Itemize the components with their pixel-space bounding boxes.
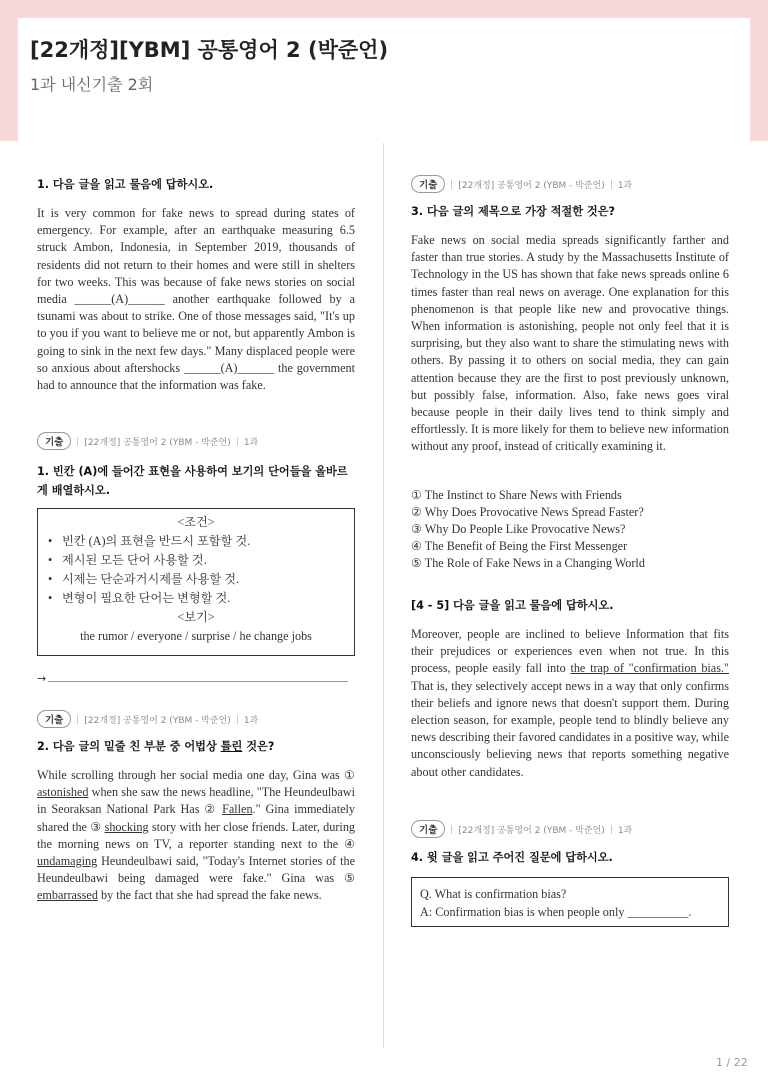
- q4-instruction: 4. 윗 글을 읽고 주어진 질문에 답하시오.: [411, 851, 613, 864]
- q1-condition-box: [37, 508, 355, 656]
- source-tag: 기출: [411, 820, 445, 838]
- option-1[interactable]: ① The Instinct to Share News with Friends: [411, 488, 622, 502]
- option-4[interactable]: ④ The Benefit of Being the First Messenger: [411, 539, 628, 553]
- q2-instruction-end: 것은?: [242, 740, 275, 753]
- tag-separator: [77, 715, 78, 724]
- source-tag: 기출: [411, 175, 445, 193]
- bogi-title: <보기>: [177, 610, 215, 624]
- source-label: [22개정] 공통영어 2 (YBM - 박준언): [458, 180, 605, 191]
- lesson-label: 1과: [243, 715, 259, 726]
- q2-passage: [37, 767, 355, 905]
- q4-answer-box: [411, 877, 729, 927]
- lesson-label: 1과: [617, 180, 633, 191]
- passage-text: Heundeulbawi said, "Today's Internet stories of the Heundeulbawi being damaged were fake." Gina was ⑤: [37, 854, 355, 886]
- q4-tagline: [411, 820, 632, 838]
- condition-item: • 변형이 필요한 단어는 변형할 것.: [52, 589, 354, 608]
- passage-text: when she saw the news headline, "The Heundeulbawi in Seoraksan National Park Has ②: [37, 785, 355, 817]
- q2-instruction: [37, 738, 274, 754]
- document-title: [22개정][YBM] 공통영어 2 (박준언): [30, 38, 389, 62]
- condition-item: • 제시된 모든 단어 사용할 것.: [52, 551, 354, 570]
- q1-sub-tagline: [37, 432, 258, 450]
- tag-separator: [237, 715, 238, 724]
- q2-instruction-underlined: 틀린: [220, 740, 243, 753]
- underlined-phrase: the trap of "confirmation bias.": [570, 661, 729, 676]
- page-number: 1 / 22: [716, 1056, 748, 1069]
- q4-question: Q. What is confirmation bias?: [420, 887, 567, 901]
- tag-separator: [611, 180, 612, 189]
- tag-separator: [77, 437, 78, 446]
- column-divider: [383, 143, 384, 1048]
- q4-answer: A: Confirmation bias is when people only __________.: [420, 905, 692, 919]
- passage-text: That is, they selectively accept news in a way that only confirms their beliefs and ignore news that doesn't support them. During election season, for example, people tend to blindly believe any news describing their favored candidates in a positive way, while unconsciously believing news that reports something negative about other candidates.: [411, 678, 729, 779]
- condition-item: • 빈칸 (A)의 표현을 반드시 포함할 것.: [52, 532, 354, 551]
- source-label: [22개정] 공통영어 2 (YBM - 박준언): [84, 715, 231, 726]
- tag-separator: [611, 825, 612, 834]
- passage-text: ." Gina immediately shared the ③: [37, 802, 355, 834]
- tag-separator: [451, 825, 452, 834]
- conditions-title: <조건>: [177, 515, 215, 529]
- underlined-choice: Fallen: [222, 802, 253, 817]
- underlined-choice: undamaging: [37, 854, 98, 869]
- source-label: [22개정] 공통영어 2 (YBM - 박준언): [458, 825, 605, 836]
- option-5[interactable]: ⑤ The Role of Fake News in a Changing World: [411, 556, 645, 570]
- q1-instruction: 1. 다음 글을 읽고 물음에 답하시오.: [37, 178, 214, 191]
- q45-passage: [411, 626, 729, 781]
- source-tag: 기출: [37, 710, 71, 728]
- q1-passage: It is very common for fake news to spread during states of emergency. For example, after an earthquake measuring 6.5 struck Ambon, Indonesia, in September 2019, thousands of residents did not return to their homes and were still in shelters for two weeks. This was because of fake news stories on social media ______(A)______ another earthquake followed by a tsunami was about to strike. One of those messages said, "It's up to you if you want to believe me or not, but apparently Ambon is going to sink in the next few days." Many displaced people were so anxious about aftershocks ______(A)______ the government had to announce that the information was fake.: [37, 206, 355, 393]
- lesson-label: 1과: [243, 437, 259, 448]
- q2-tagline: [37, 710, 258, 728]
- condition-item: • 시제는 단순과거시제를 사용할 것.: [52, 570, 354, 589]
- passage-text: story with her close friends. Later, during the morning news on TV, a reporter standing next to the ④: [37, 819, 356, 851]
- bogi-words: the rumor / everyone / surprise / he change jobs: [80, 629, 312, 643]
- arrow-icon: →: [37, 672, 47, 685]
- tag-separator: [451, 180, 452, 189]
- q1-answer-line[interactable]: [37, 672, 348, 685]
- passage-text: by the fact that she had spread the fake news.: [97, 888, 322, 903]
- q4-qa[interactable]: [412, 878, 728, 928]
- q2-instruction-text: 2. 다음 글의 밑줄 친 부분 중 어법상: [37, 740, 221, 753]
- q3-instruction: 3. 다음 글의 제목으로 가장 적절한 것은?: [411, 205, 616, 218]
- passage-text: While scrolling through her social media one day, Gina was ①: [37, 768, 355, 782]
- q3-tagline: [411, 175, 632, 193]
- option-3[interactable]: ③ Why Do People Like Provocative News?: [411, 522, 626, 536]
- answer-blank: [48, 675, 348, 682]
- underlined-choice: astonished: [37, 785, 89, 800]
- tag-separator: [237, 437, 238, 446]
- lesson-label: 1과: [617, 825, 633, 836]
- conditions-list: [38, 532, 354, 608]
- document-subtitle: 1과 내신기출 2회: [30, 75, 154, 94]
- q3-passage: Fake news on social media spreads significantly farther and faster than true stories. A study by the Massachusetts Institute of Technology in the US has shown that fake news spreads online 6 times faster than real news on average. One explanation for this phenomenon is that people like new and provocative things. When information is astonishing, people not only feel that it is surprising, but they also want to share the stimulating news with others. By passing it to others on social media, they can gain attention because they are the first to post previously unknown, but possibly false, information. Also, fake news goes viral because people in their daily lives tend to think simply and effortlessly. It is more likely for them to believe new information without any proof, instead of critically examining it.: [411, 233, 729, 454]
- q1-sub-question: 1. 빈칸 (A)에 들어간 표현을 사용하여 보기의 단어들을 올바르게 배열하시오.: [37, 465, 348, 497]
- option-2[interactable]: ② Why Does Provocative News Spread Faster?: [411, 505, 644, 519]
- source-label: [22개정] 공통영어 2 (YBM - 박준언): [84, 437, 231, 448]
- source-tag: 기출: [37, 432, 71, 450]
- underlined-choice: embarrassed: [37, 888, 98, 903]
- underlined-choice: shocking: [104, 819, 149, 834]
- q45-instruction: [4 - 5] 다음 글을 읽고 물음에 답하시오.: [411, 599, 614, 612]
- passage-text: Moreover, people are inclined to believe Information that fits their prejudices or experiences even when not true. In this process, people easily fall into: [411, 627, 729, 676]
